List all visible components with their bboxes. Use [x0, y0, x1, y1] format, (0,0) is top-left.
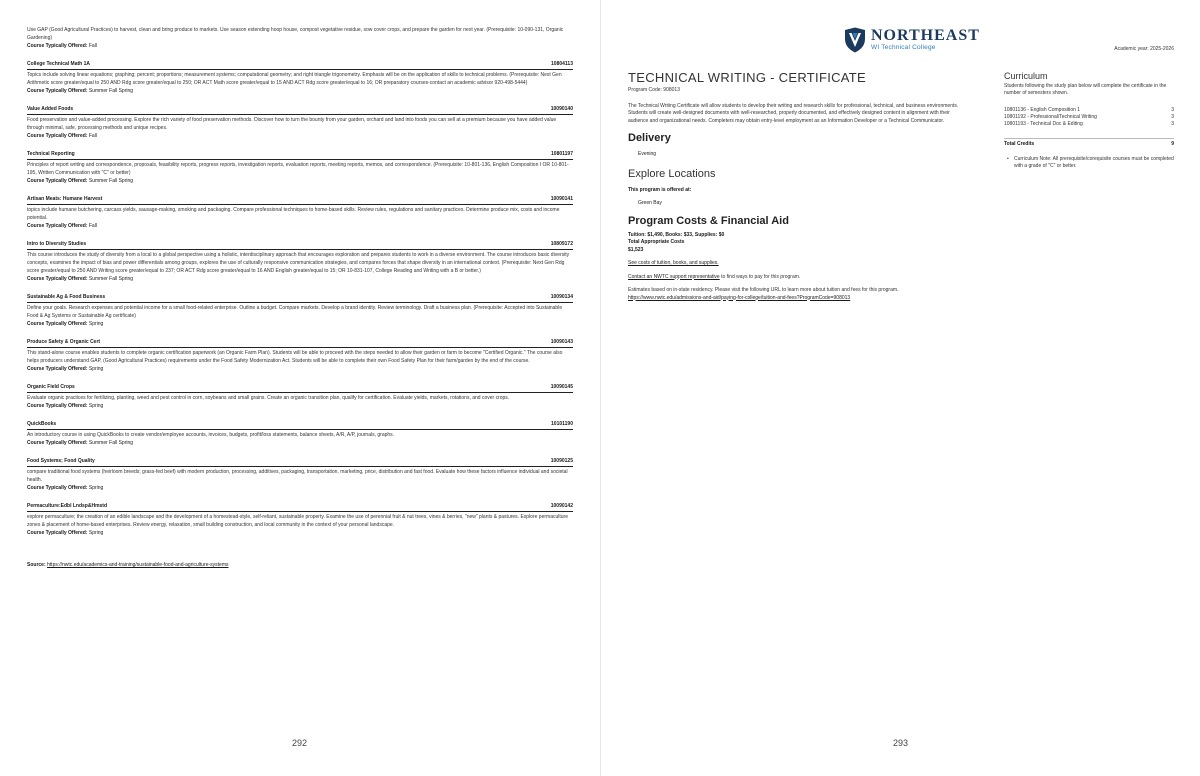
total-costs-value: $1,523 — [628, 246, 644, 253]
estimate-note — [628, 287, 986, 302]
course-offered — [27, 529, 573, 537]
offered-label: Course Typically Offered: — [27, 440, 88, 446]
course-block — [27, 502, 573, 537]
total-credits-row — [1004, 138, 1174, 148]
course-title: Organic Field Crops — [27, 384, 75, 390]
course-code: 10090141 — [550, 196, 573, 202]
curriculum-row — [1004, 121, 1174, 128]
offered-value: Summer Fall Spring — [88, 440, 134, 446]
course-title: Value Added Foods — [27, 106, 74, 112]
course-code: 10090125 — [550, 458, 573, 464]
course-block — [27, 293, 573, 328]
course-description: This course introduces the study of diversity from a local to a global perspective using a holistic, interdisciplinary approach that encourages exploration and prepares students to work in a diverse environment. The course introduces basic diversity concepts, examines the impact of bias and power differentials among groups, explores the use of culturally responsive communication strategies, and compares forces that shape diversity in an international context. (Prerequisite: Next Gen Rdg score greater/equal to 250 AND Writing score greater/equal to 237; OR ACT Rdg score greater/equal to 16 AND English greater/equal to 15; OR 10-831-107, College Reading and Writing with a B or better.) — [27, 252, 570, 274]
course-offered — [27, 222, 573, 230]
course-header — [27, 420, 573, 430]
costs-heading: Program Costs & Financial Aid — [628, 214, 789, 227]
offered-value: Spring — [88, 366, 104, 372]
curriculum-table — [1004, 107, 1174, 128]
shield-icon — [844, 27, 866, 53]
curriculum-row — [1004, 107, 1174, 114]
course-description: Food preservation and value-added processing. Explore the rich variety of food preservation methods. Discover how to turn the bounty from your garden, orchard and land into foods you can sell at a premium because you have added value through minimal, safe, processing methods and unique recipes. — [27, 117, 557, 131]
program-title: TECHNICAL WRITING - CERTIFICATE — [628, 70, 867, 85]
page-number-left: 292 — [292, 738, 308, 748]
course-offered — [27, 275, 573, 283]
course-block — [27, 420, 573, 447]
course-code: 10090143 — [550, 339, 573, 345]
intro-description: Use GAP (Good Agricultural Practices) to harvest, clean and bring produce to markets. Use season extending hoop house, compost vegetative residue, sow cover crops, and prepare the garden for next year. (Prerequisite: 10-090-131, Organic Gardening) — [27, 27, 564, 41]
course-title: College Technical Math 1A — [27, 61, 90, 67]
course-block — [27, 105, 573, 140]
program-description: The Technical Writing Certificate will allow students to develop their writing and research skills for professional, technical, and business environments. Students will create well-designed documents with well-researched, properly documented, and effectively designed content in alignment with their audience and organizational needs. Completers may obtain entry-level employment as an Information Developer or a Technical Communicator. — [628, 102, 959, 124]
offered-label: Course Typically Offered: — [27, 133, 88, 139]
course-block — [27, 60, 573, 95]
course-description: explore permaculture; the creation of an edible landscape and the development of a homestead-style, self-reliant, sustainable property. Examine the use of perennial fruit & nut trees, vines & berries, "new" plants & pastures. Explore permaculture zones & placement of home-based enterprises. Review energy, relaxation, small building construction, and local community in the context of your personal landscape. — [27, 514, 568, 528]
offered-label: Course Typically Offered: — [27, 178, 88, 184]
offered-value: Fall — [88, 223, 97, 229]
course-header — [27, 383, 573, 393]
course-header — [27, 105, 573, 115]
offered-label: Course Typically Offered: — [27, 43, 88, 49]
costs-block — [628, 232, 986, 255]
offered-label: Course Typically Offered: — [27, 88, 88, 94]
course-header — [27, 195, 573, 205]
offered-value: Fall — [88, 43, 97, 49]
curriculum-course-name: 10801193 - Technical Doc & Editing — [1004, 121, 1083, 127]
source-label: Source: — [27, 562, 46, 568]
course-offered — [27, 87, 573, 95]
curriculum-course-name: 10801192 - Professional/Technical Writing — [1004, 114, 1097, 120]
offered-label: Course Typically Offered: — [27, 403, 88, 409]
delivery-heading: Delivery — [628, 132, 671, 144]
program-column — [628, 70, 986, 302]
offered-value: Summer Fall Spring — [88, 178, 134, 184]
curriculum-row — [1004, 114, 1174, 121]
course-title: Produce Safety & Organic Cert — [27, 339, 101, 345]
cost-breakdown: Tuition: $1,490, Books: $33, Supplies: $0 — [628, 231, 725, 238]
offered-at-label: This program is offered at: — [628, 186, 692, 193]
course-offered — [27, 320, 573, 328]
course-list — [27, 26, 573, 569]
source-line — [27, 561, 573, 569]
offered-value: Fall — [88, 133, 97, 139]
course-description: Topics include solving linear equations; graphing; percent; proportions; measurement systems; computational geometry; and right triangle trigonometry. Emphasis will be on the application of skills to technical problems. (Prerequisite: Next Gen Arithmetic score greater/equal to 250 AND Rdg score greater/equal to 250; OR ACT Math score greater/equal to 15 AND ACT Rdg score greater/equal to 16; OR preparatory courses-contact an academic advisor 920-498-5444) — [27, 72, 562, 86]
course-title: Permaculture:Edbl Lndsp&Hmstd — [27, 503, 108, 509]
course-offered — [27, 132, 573, 140]
delivery-value: Evening — [638, 151, 657, 157]
college-logo — [844, 27, 980, 53]
right-page — [600, 0, 1200, 776]
offered-label: Course Typically Offered: — [27, 223, 88, 229]
curriculum-heading: Curriculum — [1004, 71, 1048, 81]
course-code: 10101190 — [551, 421, 573, 427]
logo-main-text: NORTHEAST — [871, 27, 980, 44]
offered-value: Summer Fall Spring — [88, 88, 134, 94]
support-link[interactable]: Contact an NWTC support representative — [628, 273, 720, 280]
course-description: topics include humane butchering, carcass yields, sausage-making, smoking and packaging. Compare professional techniques to home-based skills. Review rules, regulations and sanitary practices. Determine produce mix, costs and income potential. — [27, 207, 560, 221]
course-offered — [27, 439, 573, 447]
support-line — [628, 274, 986, 282]
course-header — [27, 240, 573, 250]
course-title: Sustainable Ag & Food Business — [27, 294, 106, 300]
course-code: 10090142 — [550, 503, 573, 509]
total-costs-label: Total Appropriate Costs — [628, 239, 685, 245]
curriculum-note: • Curriculum Note: All prerequisite/corequisite courses must be completed with a grade of "C" or better. — [1004, 156, 1174, 170]
course-description: Principles of report writing and correspondence, proposals, feasibility reports, progress reports, investigation reports, evaluation reports, meeting reports, memos, and correspondence. (Prerequisite: 10-801-136, English Composition I OR 10-801-195, Written Communication with "C" or better) — [27, 162, 569, 176]
course-title: Intro to Diversity Studies — [27, 241, 87, 247]
offered-label: Course Typically Offered: — [27, 530, 88, 536]
program-code: Program Code: 908013 — [628, 87, 680, 93]
course-title: Food Systems; Food Quality — [27, 458, 95, 464]
offered-label: Course Typically Offered: — [27, 276, 88, 282]
total-credits-value: 9 — [1171, 141, 1174, 147]
course-code: 10804113 — [551, 61, 573, 67]
costs-link[interactable]: See costs of tuition, books, and supplies. — [628, 260, 719, 266]
course-description: Define your goals. Research expenses and potential income for a small food-related enterprise. Outline a budget. Compare markets. Develop a brand identity. Review terminology. Draft a business plan. (Prerequisite: Accepted into Sustainable Food & Ag Systems or Sustainable Ag certificate) — [27, 305, 563, 319]
offered-value: Spring — [88, 403, 104, 409]
curriculum-course-credits: 3 — [1171, 107, 1174, 113]
location-value: Green Bay — [638, 200, 662, 206]
intro-offered — [27, 42, 573, 50]
course-block — [27, 383, 573, 410]
course-title: QuickBooks — [27, 421, 57, 427]
page-number-right: 293 — [893, 738, 909, 748]
course-offered — [27, 484, 573, 492]
course-block — [27, 457, 573, 492]
estimate-text: Estimates based on in-state residency. Please visit the following URL to learn more about tuition and fees for this program. — [628, 287, 899, 293]
total-credits-label: Total Credits — [1004, 141, 1035, 147]
course-header — [27, 502, 573, 512]
curriculum-intro: Students following the study plan below will complete the certificate in the number of semesters shown. — [1004, 83, 1167, 96]
course-block — [27, 240, 573, 283]
course-title: Technical Reporting — [27, 151, 75, 157]
logo-sub-text: WI Technical College — [871, 44, 936, 51]
estimate-link[interactable]: https://www.nwtc.edu/admissions-and-aid/paying-for-college/tuition-and-fees?ProgramCode=908013 — [628, 294, 851, 301]
course-block — [27, 338, 573, 373]
course-block — [27, 150, 573, 185]
offered-label: Course Typically Offered: — [27, 366, 88, 372]
offered-value: Spring — [88, 530, 104, 536]
course-description: compare traditional food systems (heirloom breeds; grass-fed beef) with modern production, processing, additives, packaging, transportation, marketing, price, distribution and fast food. Evaluate how these factors influence individual and societal health. — [27, 469, 568, 483]
course-code: 10090134 — [550, 294, 573, 300]
offered-label: Course Typically Offered: — [27, 485, 88, 491]
course-description: An introductory course in using QuickBooks to create vendor/employee accounts, invoices, budgets, profit/loss statements, balance sheets, A/R, A/P, journals, graphs. — [27, 432, 395, 438]
course-header — [27, 293, 573, 303]
course-code: 10809172 — [550, 241, 573, 247]
curriculum-course-credits: 3 — [1171, 121, 1174, 127]
support-rest: to find ways to pay for this program. — [719, 273, 801, 280]
curriculum-course-name: 10801136 - English Composition 1 — [1004, 107, 1081, 113]
course-offered — [27, 177, 573, 185]
source-link[interactable]: https://nwtc.edu/academics-and-training/sustainable-food-and-agriculture-systems — [47, 562, 229, 568]
locations-heading: Explore Locations — [628, 167, 716, 180]
course-header — [27, 150, 573, 160]
course-code: 10801197 — [551, 151, 573, 157]
curriculum-course-credits: 3 — [1171, 114, 1174, 120]
course-code: 10090145 — [550, 384, 573, 390]
course-description: This stand-alone course enables students to complete organic certification paperwork (an Organic Farm Plan). Students will be able to proceed with the steps needed to allow their garden or farm to become "Certified Organic." The course also helps producers understand GAP, (Good Agricultural Practices) requirements under the Food Safety Modernization Act. Students will be able to complete their own Food Safety Plan for their farm/garden by the end of the course. — [27, 350, 563, 364]
course-description: Evaluate organic practices for fertilizing, planting, weed and pest control in corn, soybeans and small grains. Create an organic transition plan, qualify for certification. Evaluate yields, markets, rotations, and cover crops. — [27, 395, 510, 401]
offered-label: Course Typically Offered: — [27, 321, 88, 327]
course-header — [27, 60, 573, 70]
course-block — [27, 195, 573, 230]
course-offered — [27, 402, 573, 410]
course-header — [27, 338, 573, 348]
offered-value: Spring — [88, 485, 104, 491]
academic-year: Academic year: 2025-2026 — [1114, 46, 1174, 52]
course-offered — [27, 365, 573, 373]
course-code: 10090140 — [550, 106, 573, 112]
course-header — [27, 457, 573, 467]
course-title: Artisan Meats: Humane Harvest — [27, 196, 103, 202]
curriculum-column — [1004, 70, 1174, 170]
offered-value: Summer Fall Spring — [88, 276, 134, 282]
offered-value: Spring — [88, 321, 104, 327]
